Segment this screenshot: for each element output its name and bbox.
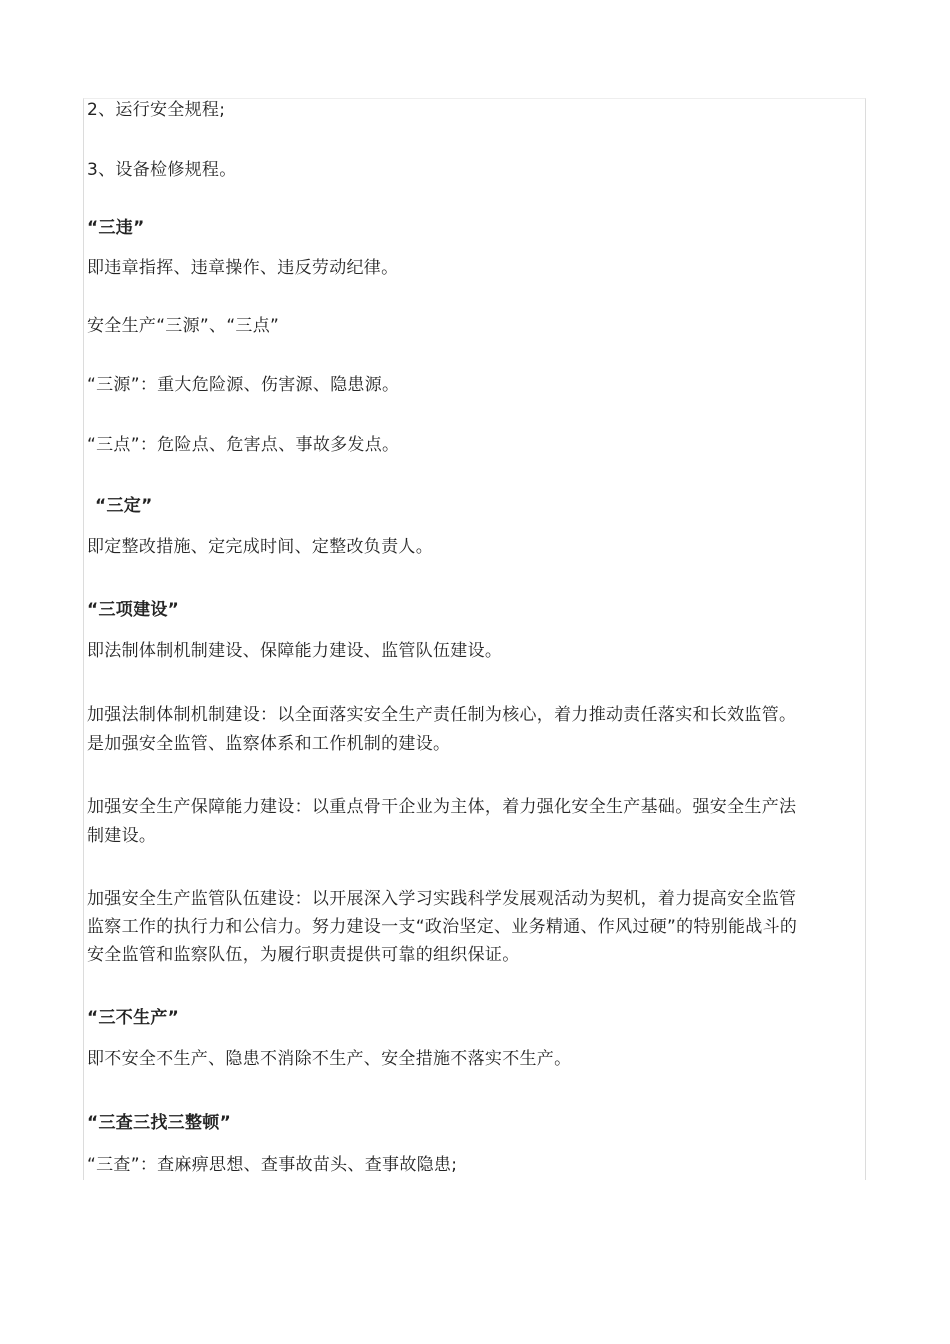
section-heading: “三查三找三整顿”	[87, 1113, 232, 1133]
paragraph-line: 加强法制体制机制建设：以全面落实安全生产责任制为核心，着力推动责任落实和长效监管。	[87, 705, 797, 725]
text-line: 2、运行安全规程;	[87, 100, 226, 120]
section-heading: “三定”	[95, 496, 153, 516]
paragraph-line: 制建设。	[87, 826, 157, 846]
text-line: 即不安全不生产、隐患不消除不生产、安全措施不落实不生产。	[87, 1049, 572, 1069]
paragraph-line: 是加强安全监管、监察体系和工作机制的建设。	[87, 734, 451, 754]
section-heading: “三违”	[87, 218, 145, 238]
text-line: “三查”：查麻痹思想、查事故苗头、查事故隐患;	[87, 1155, 458, 1175]
paragraph-line: 加强安全生产保障能力建设：以重点骨干企业为主体，着力强化安全生产基础。强安全生产法	[87, 797, 797, 817]
text-line: 即违章指挥、违章操作、违反劳动纪律。	[87, 258, 399, 278]
paragraph-line: 加强安全生产监管队伍建设：以开展深入学习实践科学发展观活动为契机，着力提高安全监管	[87, 889, 797, 909]
text-line: 安全生产“三源”、“三点”	[87, 316, 280, 336]
paragraph-line: 监察工作的执行力和公信力。努力建设一支“政治坚定、业务精通、作风过硬”的特别能战斗的	[87, 917, 798, 937]
text-line: 3、设备检修规程。	[87, 160, 237, 180]
paragraph-line: 安全监管和监察队伍，为履行职责提供可靠的组织保证。	[87, 945, 520, 965]
text-line: “三点”：危险点、危害点、事故多发点。	[87, 435, 400, 455]
text-line: 即定整改措施、定完成时间、定整改负责人。	[87, 537, 433, 557]
text-line: 即法制体制机制建设、保障能力建设、监管队伍建设。	[87, 641, 503, 661]
section-heading: “三不生产”	[87, 1008, 180, 1028]
text-line: “三源”：重大危险源、伤害源、隐患源。	[87, 375, 400, 395]
section-heading: “三项建设”	[87, 600, 180, 620]
